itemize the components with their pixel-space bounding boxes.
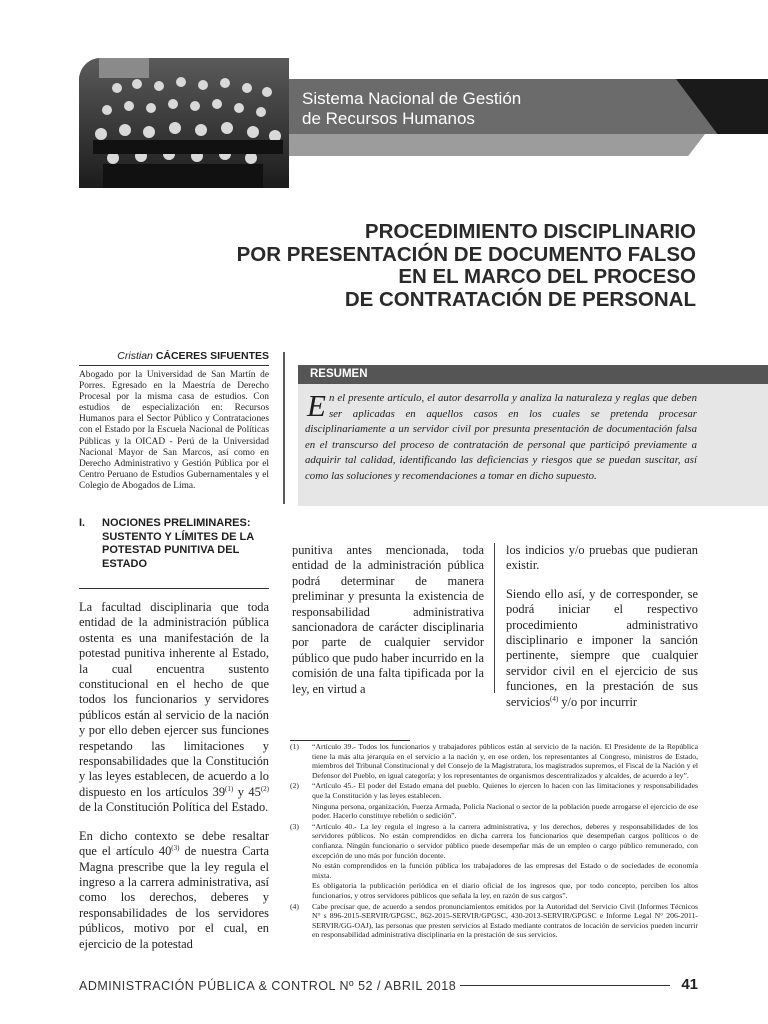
article-title-line: PROCEDIMIENTO DISCIPLINARIO	[364, 220, 696, 243]
paragraph-text: y/o por incurrir	[558, 694, 638, 709]
footnote-text: Cabe precisar que, de acuerdo a sendos pronunciamientos emitidos por la Autoridad del Servicio Civil (Informes Técnicos N° s 896-2015-SERVIR/GPGSC, 862-2015-SERVIR/GPGSC, 430-2013-SERVIR/GPGSC e Informe Legal N° 206-2011-SERVIR/GG-OAJ), las personas que presten servicios al Estado mediante contratos de locación de servicios pueden incurrir en responsabilidad administrativa disciplinaria en la prestación de sus servicios.	[312, 901, 698, 940]
paragraph-text: y 45	[233, 784, 261, 799]
author-family-name: CÁCERES SIFUENTES	[155, 350, 269, 362]
paragraph-text: La facultad disciplinaria que toda entidad de la administración pública ostenta es una manifestación de la potestad punitiva inherente al Estado, la cual encuentra sustento constitucional en el hecho de que todos los funcionarios y servidores públicos están al servicio de la nación y por ello deben ejercer sus funciones respetando las limitaciones y responsabilidades que la Constitución y las leyes establecen, de acuerdo a lo dispuesto en los artículos 39	[79, 600, 269, 799]
paragraph	[79, 829, 269, 952]
author-given-name: Cristian	[117, 350, 153, 362]
article-title-line: DE CONTRATACIÓN DE PERSONAL	[344, 287, 696, 311]
footnote-number	[290, 861, 312, 880]
footer-rule	[460, 985, 670, 986]
paragraph-text: En dicho contexto se debe resaltar que el artículo 40	[79, 828, 269, 859]
footnote	[290, 881, 698, 900]
section-number: I.	[79, 517, 86, 529]
footnote-text: “Artículo 39.- Todos los funcionarios y trabajadores públicos están al servicio de la nación. El Presidente de la República tiene la más alta jerarquía en el servicio a la nación y, en ese orden, los representantes al Congreso, ministros de Estado, miembros del Tribunal Constitucional y del Consejo de la Magistratura, los magistrados supremos, el Fiscal de la Nación y el Defensor del Pueblo, en igual categoría; y los representantes de organismos descentralizados y alcaldes, de acuerdo a ley”.	[312, 742, 698, 780]
footnote	[290, 742, 698, 780]
footnote-text: Es obligatoria la publicación periódica en el diario oficial de los ingresos que, por todo concepto, perciben los altos funcionarios, y otros servidores públicos que señala la ley, en razón de sus cargos”.	[312, 881, 698, 900]
paragraph	[506, 587, 698, 710]
footnote-number: (1)	[290, 742, 299, 751]
header-subband	[285, 134, 705, 156]
footnote-text: “Artículo 40.- La ley regula el ingreso a la carrera administrativa, y los derechos, deberes y responsabilidades de los servidores públicos. No están comprendidos en dicha carrera los funcionarios que desempeñan cargos políticos o de confianza. Ningún funcionario o servidor público puede desempeñar más de un empleo o cargo público remunerado, con excepción de uno más por función docente.	[312, 821, 698, 860]
footnote	[290, 781, 698, 800]
footnote-number	[290, 802, 312, 821]
footnote-number: (4)	[290, 901, 299, 911]
footnote	[290, 802, 698, 821]
article-title-line: POR PRESENTACIÓN DE DOCUMENTO FALSO	[236, 242, 696, 266]
footnote-ref: (2)	[260, 784, 269, 793]
paragraph-text: de la Constitución Política del Estado.	[79, 800, 269, 815]
section-divider	[79, 588, 269, 589]
footnote-number: (3)	[290, 821, 299, 831]
section-heading: NOCIONES PRELIMINARES: SUSTENTO Y LÍMITES DE LA POTESTAD PUNITIVA DEL ESTADO	[102, 517, 254, 570]
group-photo	[79, 58, 289, 188]
group-photo-image	[79, 58, 289, 188]
paragraph	[79, 600, 269, 816]
footnote-ref: (1)	[225, 784, 234, 793]
resumen-text	[305, 388, 697, 485]
article-title-line: EN EL MARCO DEL PROCESO	[398, 265, 696, 288]
body-column-2	[292, 543, 484, 710]
resumen-body: n el presente artículo, el autor desarrolla y analiza la naturaleza y reglas que deben ser aplicadas en aquellos casos en los cuales se pretenda procesar disciplinariamente a un servidor civil por presunta presentación de documentación falsa en el transcurso del proceso de contratación de personal que participó previamente a adquirir tal calidad, identificando las deficiencias y riesgos que se puedan suscitar, así como las soluciones y recomendaciones a tomar en dicho supuesto.	[305, 392, 697, 482]
footnotes	[290, 742, 698, 941]
footnote-text: “Artículo 45.- El poder del Estado emana del pueblo. Quienes lo ejercen lo hacen con las limitaciones y responsabilidades que la Constitución y las leyes establecen.	[312, 781, 698, 800]
paragraph: los indicios y/o pruebas que pudieran existir.	[506, 543, 698, 573]
journal-footer: ADMINISTRACIÓN PÚBLICA & CONTROL Nº 52 / ABRIL 2018	[79, 979, 457, 993]
footnote-ref: (3)	[171, 843, 180, 852]
footnotes-divider	[290, 740, 410, 741]
paragraph-text: Siendo ello así, y de corresponder, se podrá iniciar el respectivo procedimiento administrativo disciplinario e imponer la sanción pertinente, siempre que cualquier servidor civil en el ejercicio de sus funciones, en la prestación de sus servicios	[506, 586, 698, 709]
section-title	[302, 89, 672, 129]
paragraph: punitiva antes mencionada, toda entidad de la administración pública podrá determinar de manera preliminar y presunta la existencia de responsabilidad administrativa sancionadora de carácter disciplinaria por parte de cualquier servidor público que pudo haber incurrido en la comisión de una falta tipificada por la ley, en virtud a	[292, 543, 484, 696]
author-name	[79, 350, 269, 362]
column-divider	[494, 543, 495, 693]
footnote	[290, 861, 698, 880]
page-number: 41	[681, 976, 698, 993]
paragraph-text: de nuestra Carta Magna prescribe que la ley regula el ingreso a la carrera administrativa, así como los derechos, deberes y responsabilidades de los servidores públicos, motivo por el cual, en ejercicio de la potestad	[79, 844, 269, 951]
footnote-ref: (4)	[550, 694, 559, 703]
resumen-dropcap: E	[307, 388, 326, 423]
article-title	[90, 221, 696, 311]
footnote-text: No están comprendidos en la función pública los trabajadores de las empresas del Estado o de sociedades de economía mixta.	[312, 861, 698, 880]
body-column-3	[506, 543, 698, 723]
section-title-line1: Sistema Nacional de Gestión	[302, 89, 522, 108]
resumen-label: RESUMEN	[298, 365, 768, 384]
section-title-line2: de Recursos Humanos	[302, 109, 475, 128]
footnote	[290, 902, 698, 940]
author-bio: Abogado por la Universidad de San Martín de Porres. Egresado en la Maestría de Derecho Procesal por la misma casa de estudios. Con estudios de especialización en: Recursos Humanos para el Sector Público y Contrataciones con el Estado por la Escuela Nacional de Políticas Públicas y la OICAD - Perú de la Universidad Nacional Mayor de San Marcos, así como en Derecho Administrativo y Gestión Pública por el Centro Peruano de Estudios Gubernamentales y el Colegio de Abogados de Lima.	[79, 370, 269, 491]
footnote	[290, 822, 698, 860]
footnote-number: (2)	[290, 781, 299, 791]
footnote-text: Ninguna persona, organización, Fuerza Armada, Policía Nacional o sector de la población puede arrogarse el ejercicio de ese poder. Hacerlo constituye rebelión o sedición”.	[312, 801, 698, 821]
body-column-1	[79, 600, 269, 965]
resumen-vertical-rule	[283, 352, 285, 504]
author-divider	[79, 365, 269, 366]
footnote-number	[290, 881, 312, 900]
